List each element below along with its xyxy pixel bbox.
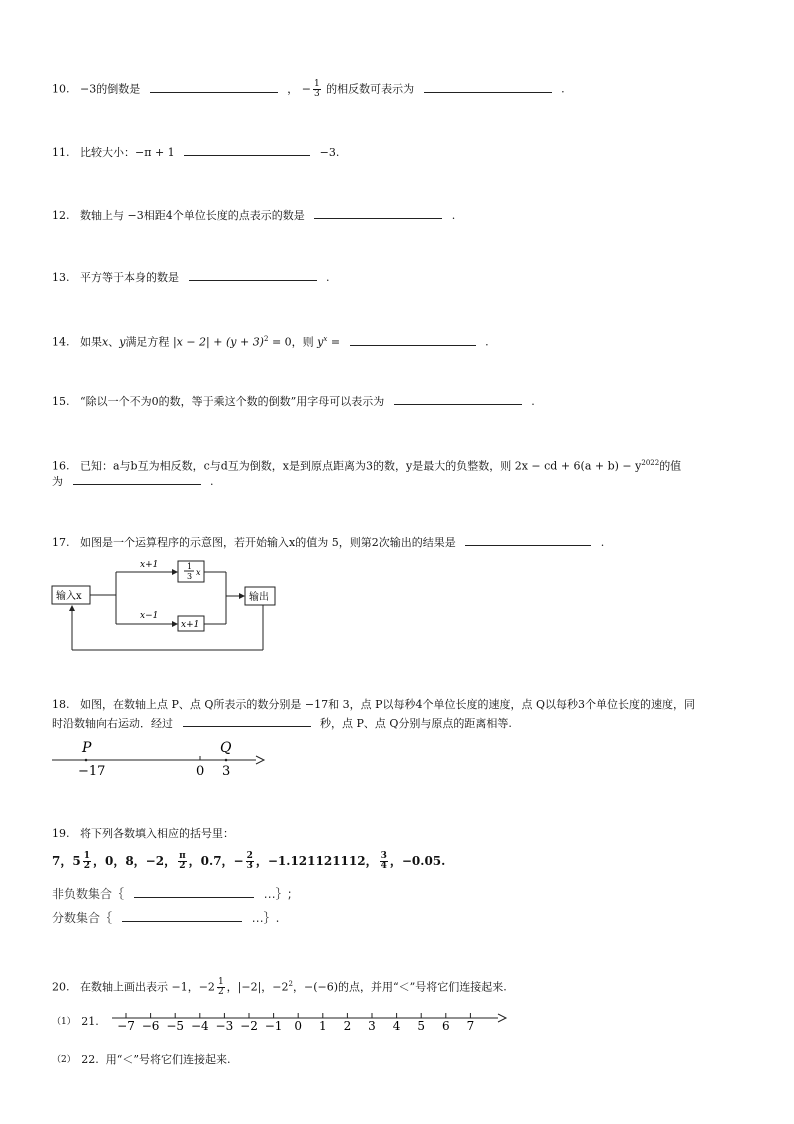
q19-nums-b: ，0，8，−2，	[92, 854, 177, 868]
axis18-label-Q: Q	[220, 740, 232, 756]
axis21-tick-label: −7	[117, 1019, 135, 1033]
q15-text-a: “除以一个不为0的数，等于乘这个数的倒数”用字母可以表示为	[80, 395, 385, 408]
q19-set2-end: …｝.	[251, 911, 280, 925]
q11-text-b: −3.	[319, 146, 340, 159]
q19-set-nonnegative	[52, 886, 292, 902]
q19-set1-blank[interactable]	[134, 887, 254, 898]
q11-number: 11.	[52, 146, 70, 159]
q19-frac-2: $\frac{\pi}{2}$	[179, 851, 186, 871]
q14-x-exp: x	[323, 335, 328, 343]
number-line-21	[110, 1010, 510, 1034]
part-2	[52, 1052, 230, 1068]
flow-top-label: x+1	[140, 560, 159, 570]
q13-text-a: 平方等于本身的数是	[80, 271, 179, 284]
question-14	[52, 331, 489, 351]
flow-output-label: 输出	[249, 592, 269, 603]
q17-period: .	[600, 536, 605, 549]
q17-blank[interactable]	[465, 535, 591, 546]
flow-bottom-box-label: x+1	[181, 620, 200, 630]
q19-set2-blank[interactable]	[122, 911, 242, 922]
q18-line-1: 如图，在数轴上点 P、点 Q所表示的数分别是 −17和 3，点 P以每秒4个单位长度的速度，点 Q以每秒3个单位长度的速度，同	[80, 698, 696, 711]
flow-input-label: 输入x	[56, 591, 82, 602]
q20-frac: $\frac{1}{2}$	[217, 977, 224, 998]
flow-top-box-num: 1	[187, 562, 193, 571]
q14-text-a: 如果	[80, 335, 102, 349]
question-20	[52, 976, 507, 997]
q15-period: .	[531, 395, 535, 408]
q19-number: 19.	[52, 827, 70, 840]
q14-square: 2	[263, 335, 269, 343]
q20-text-b: ，|−2|，−2	[226, 980, 289, 994]
q18-line-2b: 秒，点 P、点 Q分别与原点的距离相等.	[320, 717, 512, 730]
q14-period: .	[485, 335, 489, 349]
q10-text-d: 的相反数可表示为	[326, 82, 415, 96]
axis21-tick-label: 7	[466, 1019, 475, 1033]
axis18-value-minus17: −17	[78, 764, 106, 778]
axis21-tick-label: 4	[392, 1019, 401, 1033]
q14-text-b: 满足方程	[125, 335, 170, 349]
axis21-tick-label: 5	[417, 1019, 426, 1033]
q14-var-y: y	[119, 335, 126, 349]
q18-blank[interactable]	[183, 716, 311, 727]
q10-period: .	[561, 82, 565, 96]
q12-blank[interactable]	[314, 208, 442, 219]
q10-text-a: −3的倒数是	[80, 82, 141, 96]
question-17	[52, 535, 604, 551]
q14-number: 14.	[52, 335, 70, 349]
flow-top-box-x: x	[196, 568, 201, 577]
q10-fraction: $\frac{1}{3}$	[313, 79, 320, 99]
question-10	[52, 80, 565, 99]
axis21-tick-label: 1	[318, 1019, 327, 1033]
p2-label: （2）	[52, 1055, 76, 1065]
axis21-tick-label: 0	[294, 1019, 303, 1033]
axis21-tick-label: −5	[166, 1019, 185, 1033]
axis21-arrow	[498, 1014, 506, 1022]
axis21-tick-label: −3	[215, 1019, 234, 1033]
q20-text-c: ，−(−6)的点，并用“＜”号将它们连接起来.	[292, 980, 507, 994]
q16-blank[interactable]	[73, 474, 201, 485]
axis18-value-3: 3	[222, 764, 231, 778]
number-line-18	[50, 736, 270, 778]
flow-top-box-den: 3	[187, 572, 193, 581]
question-19	[52, 826, 234, 842]
q16-exponent: 2022	[641, 459, 660, 467]
q15-number: 15.	[52, 395, 70, 408]
q18-number: 18.	[52, 698, 70, 711]
flow-bottom-label: x−1	[140, 611, 159, 621]
axis21-tick-label: −4	[190, 1019, 209, 1033]
question-16	[52, 455, 681, 475]
question-13	[52, 270, 330, 286]
q19-set1-label: 非负数集合｛	[52, 887, 125, 901]
q13-number: 13.	[52, 271, 70, 284]
q19-nums-c: ，0.7，−	[188, 854, 244, 868]
q12-text-a: 数轴上与 −3相距4个单位长度的点表示的数是	[80, 209, 305, 222]
axis21-tick-label: −6	[141, 1019, 160, 1033]
question-12	[52, 208, 455, 224]
q11-text-a: 比较大小：−π + 1	[80, 146, 175, 159]
q14-var-x: x	[102, 335, 109, 349]
q15-blank[interactable]	[394, 394, 522, 405]
q12-period: .	[451, 209, 456, 222]
axis21-tick-label: −1	[264, 1019, 283, 1033]
q19-text-a: 将下列各数填入相应的括号里：	[80, 827, 234, 840]
q19-nums-a: 7，5	[52, 854, 81, 868]
q19-frac-3: $\frac{2}{3}$	[246, 851, 253, 871]
axis18-label-P: P	[82, 740, 92, 756]
question-18-line-2	[52, 716, 512, 732]
q13-period: .	[326, 271, 330, 284]
q17-text-a: 如图是一个运算程序的示意图，若开始输入x的值为 5，则第2次输出的结果是	[80, 536, 456, 549]
q10-blank-1[interactable]	[150, 82, 278, 93]
question-16-line-2	[52, 474, 214, 490]
q19-nums-d: ，−1.121121112，	[255, 854, 378, 868]
axis18-point-P	[85, 759, 88, 762]
axis18-point-Q	[225, 759, 228, 762]
axis21-tick-label: 3	[368, 1019, 376, 1033]
q14-blank[interactable]	[350, 335, 476, 346]
axis18-arrow	[256, 756, 264, 764]
flowchart-diagram	[48, 556, 288, 656]
q20-square: 2	[288, 980, 293, 988]
q19-set-fraction	[52, 910, 280, 926]
q19-set2-label: 分数集合｛	[52, 911, 113, 925]
q13-blank[interactable]	[189, 270, 317, 281]
axis21-tick-label: −2	[240, 1019, 258, 1033]
question-11	[52, 145, 339, 161]
q14-equation: |x − 2| + (y + 3)	[172, 335, 264, 349]
p2-text: 用“＜”号将它们连接起来.	[105, 1053, 231, 1066]
p1-label: （1）	[52, 1017, 76, 1027]
p2-number: 22.	[81, 1053, 99, 1066]
axis21-tick-label: 2	[343, 1019, 352, 1033]
question-15	[52, 394, 535, 410]
q12-number: 12.	[52, 209, 70, 222]
q10-comma: ，	[287, 82, 299, 96]
q14-equals: =	[327, 335, 341, 349]
axis18-value-0: 0	[196, 764, 205, 778]
q19-set1-end: …｝;	[263, 887, 292, 901]
q11-blank[interactable]	[184, 145, 310, 156]
q20-number: 20.	[52, 980, 70, 994]
q16-period: .	[210, 475, 214, 488]
q14-y: y	[317, 335, 324, 349]
q16-line-1b: 的值	[659, 459, 682, 473]
q14-equation-2: = 0，则	[268, 335, 318, 349]
q19-nums-e: ，−0.05.	[389, 854, 446, 868]
q14-sep: 、	[108, 335, 120, 349]
part-1	[52, 1014, 99, 1030]
axis21-ticks	[117, 1013, 474, 1033]
q16-number: 16.	[52, 459, 70, 473]
p1-number: 21.	[81, 1015, 99, 1028]
q10-blank-2[interactable]	[424, 82, 552, 93]
q19-numbers	[52, 852, 445, 871]
q16-line-2: 为	[52, 475, 63, 488]
q10-number: 10.	[52, 82, 70, 96]
question-18	[52, 697, 695, 713]
q10-minus: −	[301, 82, 311, 96]
q19-frac-1: $\frac{1}{2}$	[83, 851, 90, 871]
q20-text-a: 在数轴上画出表示 −1，−2	[80, 980, 215, 994]
q19-frac-4: $\frac{3}{4}$	[380, 851, 387, 871]
q17-number: 17.	[52, 536, 70, 549]
axis21-tick-label: 6	[441, 1019, 450, 1033]
q16-line-1: 已知：a与b互为相反数，c与d互为倒数，x是到原点距离为3的数，y是最大的负整数，则 2x − cd + 6(a + b) − y	[80, 459, 642, 473]
q18-line-2a: 时沿数轴向右运动．经过	[52, 717, 173, 730]
